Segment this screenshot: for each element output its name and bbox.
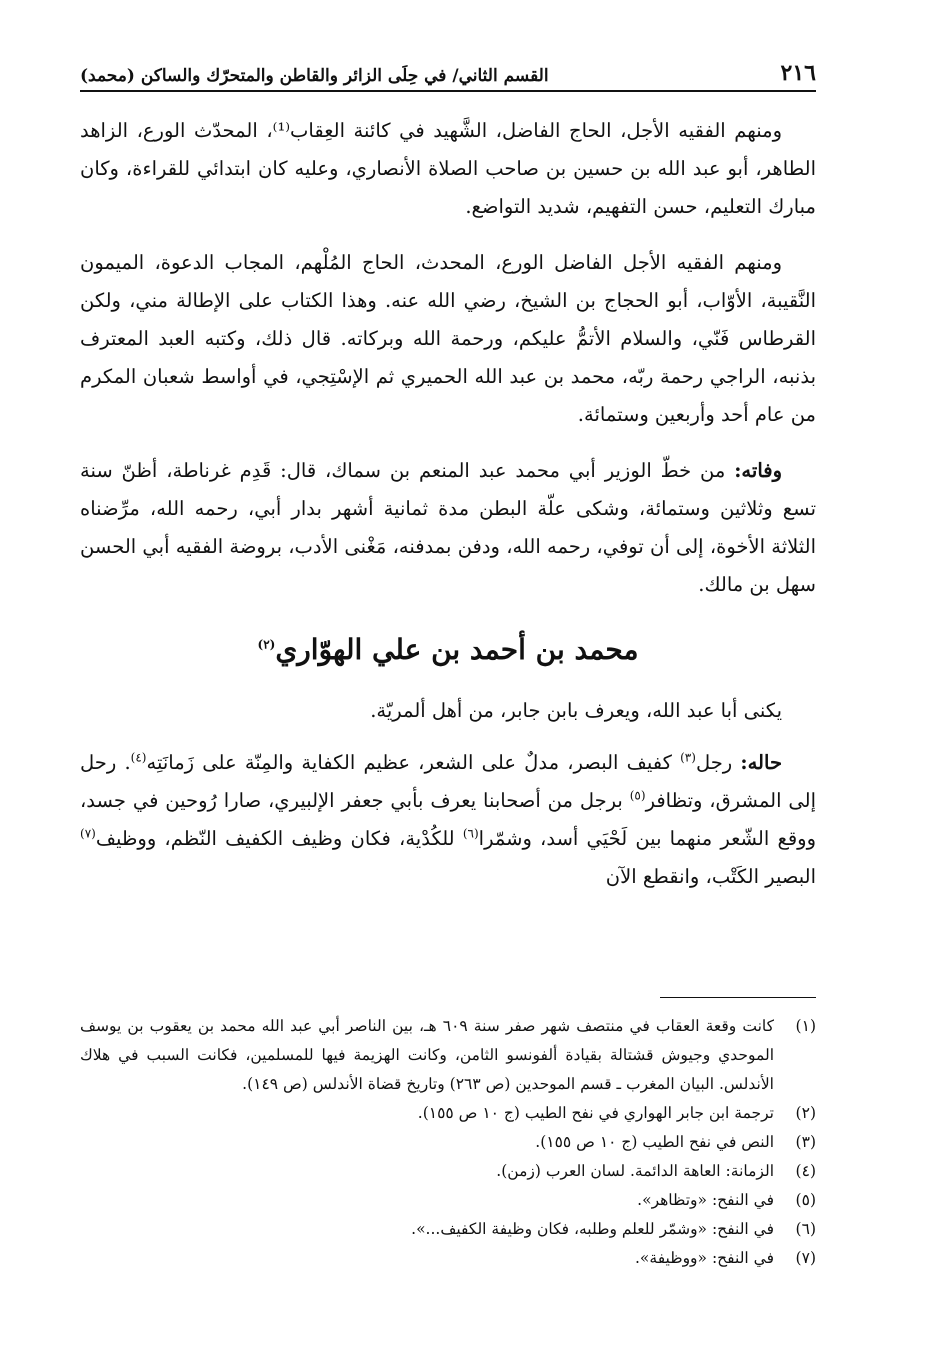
paragraph-teacher-1: ومنهم الفقيه الأجل، الحاج الفاضل، الشَّهيد في كائنة العِقاب⁽¹⁾، المحدّث الورع، الزاهد الطاهر، أبو عبد الله بن حسين بن صاحب الصلاة الأنصاري، وعليه كان ابتدائي للقراءة، وكان مبارك التعليم، حسن التفهيم، شديد التواضع. bbox=[80, 119, 816, 218]
paragraph-death bbox=[80, 452, 816, 604]
footnote-text: ترجمة ابن جابر الهواري في نفح الطيب (ج ١٠ ص ١٥٥). bbox=[417, 1104, 774, 1122]
status-text-5: للكُدْية، فكان وظيف الكفيف النّظم، ووظيف bbox=[95, 827, 455, 850]
note-ref-6: (٦) bbox=[462, 826, 479, 841]
status-label: حاله: bbox=[740, 751, 782, 774]
death-label: وفاته: bbox=[734, 459, 782, 482]
status-text-2: كفيف البصر، مدلٌ على الشعر، عظيم الكفاية والمِنّة على زَمانَتِه bbox=[146, 751, 672, 774]
note-ref-3: (٣) bbox=[680, 750, 696, 765]
death-text: من خطّ الوزير أبي محمد عبد المنعم بن سماك، قال: قَدِم غرناطة، أظنّ سنة تسع وثلاثين وستمائة، وشكى علّة البطن مدة ثمانية أشهر بدار أبي، رحمه الله، مرِّضناه الثلاثة الأخوة، إلى أن توفي، رحمه الله، ودفن بمدفنه، مَغْنى الأدب، بروضة الفقيه أبي الحسن سهل بن مالك. bbox=[80, 459, 816, 596]
footnote-2 bbox=[80, 1099, 816, 1128]
note-ref-4: (٤) bbox=[130, 750, 147, 765]
footnotes bbox=[80, 1012, 816, 1273]
main-text bbox=[80, 112, 816, 914]
section-title-note: (٢) bbox=[257, 637, 276, 652]
footnote-text: في النفح: «ووظيفة». bbox=[635, 1249, 774, 1267]
section-title-text: محمد بن أحمد بن علي الهوّاري bbox=[275, 633, 639, 666]
footnote-6 bbox=[80, 1215, 816, 1244]
footnote-number: (٢) bbox=[795, 1104, 816, 1122]
paragraph-status bbox=[80, 744, 816, 896]
paragraph-kunya: يكنى أبا عبد الله، ويعرف بابن جابر، من أهل ألمريّة. bbox=[370, 699, 782, 722]
running-title: القسم الثاني/ في حِلَى الزائر والقاطن والمتحرّك والساكن (محمد) bbox=[80, 66, 549, 86]
footnote-text: في النفح: «وتظاهر». bbox=[637, 1191, 774, 1209]
footnote-separator bbox=[660, 997, 816, 998]
footnote-number: (٦) bbox=[795, 1220, 816, 1238]
footnote-number: (٧) bbox=[795, 1249, 816, 1267]
status-text-4: برجل من أصحابنا يعرف بأبي جعفر الإلبيري، صارا رُوحين في جسد، ووقع الشّعر منهما بين لَحْيَي أسد، وشمّرا bbox=[80, 789, 816, 850]
footnote-number: (٣) bbox=[795, 1133, 816, 1151]
footnote-number: (٤) bbox=[795, 1162, 816, 1180]
footnote-4 bbox=[80, 1157, 816, 1186]
footnote-3 bbox=[80, 1128, 816, 1157]
footnote-text: النص في نفح الطيب (ج ١٠ ص ١٥٥). bbox=[535, 1133, 774, 1151]
page-number: ٢١٦ bbox=[780, 60, 816, 86]
footnote-text: الزمانة: العاهة الدائمة. لسان العرب (زمن). bbox=[496, 1162, 774, 1180]
footnote-number: (٥) bbox=[795, 1191, 816, 1209]
note-ref-5: (٥) bbox=[629, 788, 646, 803]
footnote-1 bbox=[80, 1012, 816, 1099]
footnote-text: في النفح: «وشمّر للعلم وطلبه، فكان وظيفة الكفيف...». bbox=[411, 1220, 774, 1238]
footnote-number: (١) bbox=[795, 1017, 816, 1035]
paragraph-teacher-2: ومنهم الفقيه الأجل الفاضل الورع، المحدث، الحاج المُلْهم، المجاب الدعوة، الميمون النَّقيبة، الأوّاب، أبو الحجاج بن الشيخ، رضي الله عنه. وهذا الكتاب على الإطالة مني، ولكن القرطاس فَنّي، والسلام الأتمُّ عليكم، ورحمة الله وبركاته. قال ذلك، وكتبه العبد المعترف بذنبه، الراجي رحمة ربّه، محمد بن عبد الله الحميري ثم الإسْتِجي، في أواسط شعبان المكرم من عام أحد وأربعين وستمائة. bbox=[80, 251, 816, 426]
footnote-text: كانت وقعة العقاب في منتصف شهر صفر سنة ٦٠٩ هـ، بين الناصر أبي عبد الله محمد بن يعقوب بن يوسف الموحدي وجيوش قشتالة بقيادة ألفونسو الثامن، وكانت الهزيمة فيها للمسلمين، فكانت السبب في هلاك الأندلس. البيان المغرب ـ قسم الموحدين (ص ٢٦٣) وتاريخ قضاة الأندلس (ص ١٤٩). bbox=[80, 1017, 774, 1093]
page-header bbox=[80, 58, 816, 92]
footnote-7 bbox=[80, 1244, 816, 1273]
section-title bbox=[80, 630, 816, 670]
note-ref-7: (٧) bbox=[80, 826, 96, 841]
status-text-1: رجل bbox=[695, 751, 733, 774]
status-text-3: . رحل إلى المشرق، وتظافر bbox=[80, 751, 817, 812]
status-text-6: البصير الكَتْب، وانقطع الآن bbox=[605, 865, 816, 888]
footnote-5 bbox=[80, 1186, 816, 1215]
